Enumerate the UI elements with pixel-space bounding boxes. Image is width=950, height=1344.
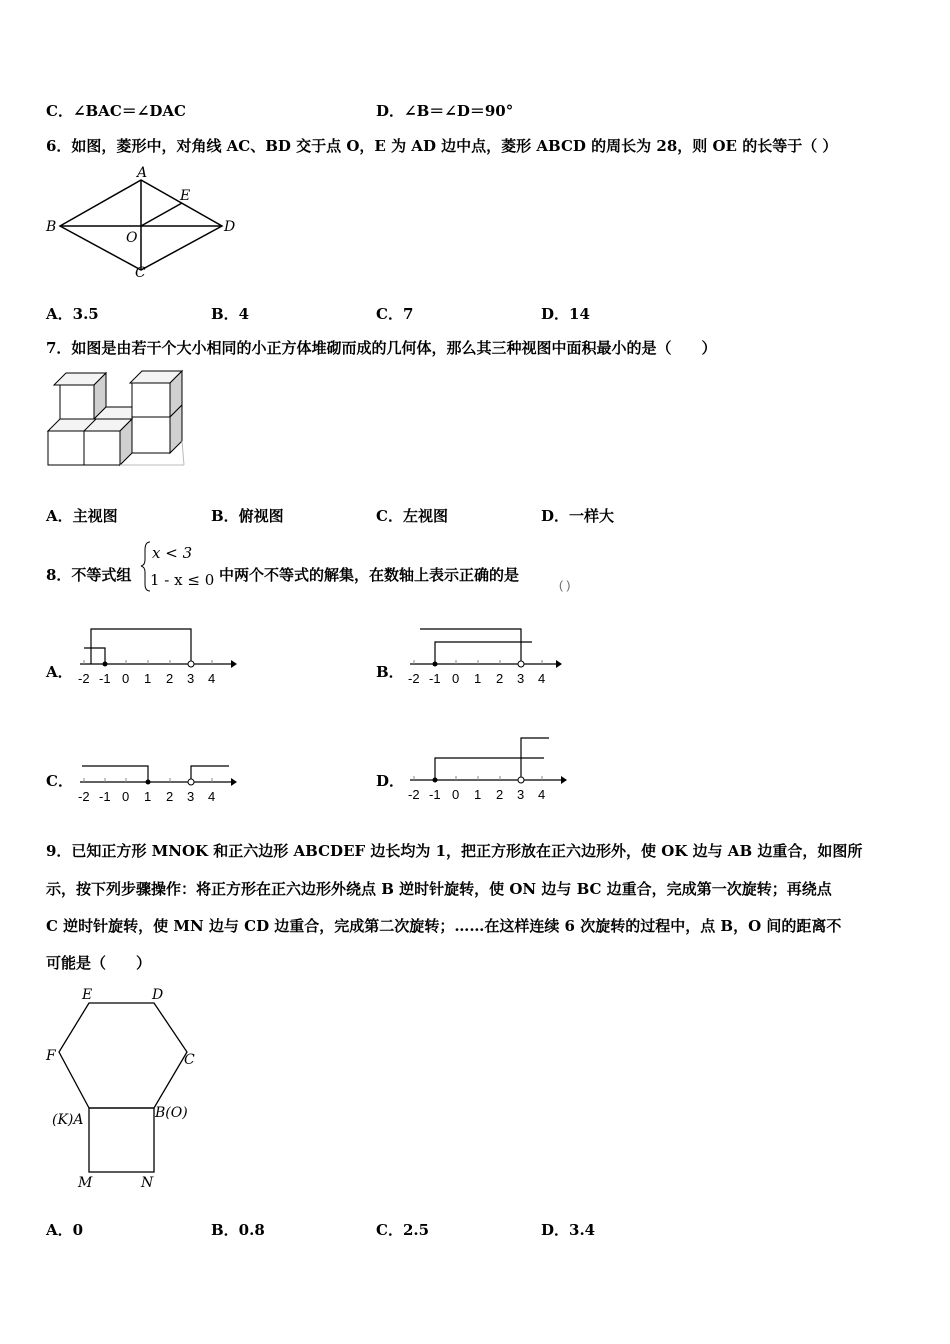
tick-label: 3 bbox=[187, 789, 195, 804]
square-mnok bbox=[89, 1108, 154, 1172]
inequality-2: 1 - x ≤ 0 bbox=[150, 571, 215, 589]
tick-label: 3 bbox=[517, 787, 525, 802]
hexagon-abcdef bbox=[59, 1003, 187, 1108]
tick-label: 2 bbox=[166, 671, 174, 686]
label-b-o: B(O) bbox=[155, 1105, 188, 1121]
q7-option-d: D．一样大 bbox=[541, 507, 615, 525]
q8-answer-paren: ( ) bbox=[559, 578, 571, 592]
q6-option-c: C．7 bbox=[376, 305, 414, 323]
inequality-1: x < 3 bbox=[152, 544, 193, 562]
tick-label: 2 bbox=[496, 671, 504, 686]
label-k-a: (K)A bbox=[52, 1112, 84, 1128]
q9-option-b: B．0.8 bbox=[211, 1221, 265, 1239]
q6-option-d: D．14 bbox=[541, 305, 590, 323]
rhombus-figure bbox=[40, 162, 240, 280]
tick-label: 1 bbox=[474, 787, 482, 802]
q7-option-a: A．主视图 bbox=[46, 507, 118, 525]
inequality-system bbox=[138, 538, 218, 594]
tick-label: 4 bbox=[208, 789, 216, 804]
tick-label: 0 bbox=[122, 671, 130, 686]
label-d: D bbox=[152, 987, 164, 1003]
tick-label: -2 bbox=[78, 789, 90, 804]
q6-option-b: B．4 bbox=[211, 305, 250, 323]
tick-label: 0 bbox=[452, 787, 460, 802]
tick-label: 4 bbox=[208, 671, 216, 686]
q9-stem-line-3: C 逆时针旋转，使 MN 边与 CD 边重合，完成第二次旋转；……在这样连续 6 次旋转的过程中，点 B，O 间的距离不 bbox=[46, 917, 842, 935]
label-b: B bbox=[46, 219, 57, 235]
label-c: C bbox=[184, 1052, 195, 1068]
cube-stack-figure bbox=[44, 365, 189, 470]
q9-option-d: D．3.4 bbox=[541, 1221, 596, 1239]
q8-suffix: 中两个不等式的解集，在数轴上表示正确的是 bbox=[219, 566, 520, 584]
tick-label: 3 bbox=[517, 671, 525, 686]
q8-option-c-label: C． bbox=[46, 772, 73, 790]
label-m: M bbox=[78, 1175, 93, 1191]
label-n: N bbox=[141, 1175, 154, 1191]
number-line-a bbox=[74, 622, 239, 690]
tick-label: -2 bbox=[78, 671, 90, 686]
segment-oe bbox=[141, 203, 182, 226]
tick-label: -2 bbox=[408, 787, 420, 802]
tick-label: 2 bbox=[496, 787, 504, 802]
number-line-c bbox=[74, 744, 239, 810]
tick-label: -1 bbox=[429, 787, 441, 802]
tick-label: 1 bbox=[474, 671, 482, 686]
q9-option-c: C．2.5 bbox=[376, 1221, 430, 1239]
tick-label: 1 bbox=[144, 789, 152, 804]
tick-label: 0 bbox=[122, 789, 130, 804]
label-e: E bbox=[180, 188, 191, 204]
tick-label: -1 bbox=[99, 671, 111, 686]
tick-label: -1 bbox=[99, 789, 111, 804]
tick-label: -2 bbox=[408, 671, 420, 686]
label-d: D bbox=[224, 219, 236, 235]
q9-option-a: A．0 bbox=[46, 1221, 84, 1239]
tick-label: 1 bbox=[144, 671, 152, 686]
number-line-d bbox=[404, 728, 574, 810]
q5-option-d: D．∠B＝∠D＝90° bbox=[376, 102, 514, 120]
q6-option-a: A．3.5 bbox=[46, 305, 99, 323]
q8-option-b-label: B． bbox=[376, 663, 404, 681]
q6-stem: 6．如图，菱形中，对角线 AC、BD 交于点 O，E 为 AD 边中点，菱形 ABCD 的周长为 28，则 OE 的长等于（ ） bbox=[46, 137, 838, 155]
tick-label: 2 bbox=[166, 789, 174, 804]
q7-stem: 7．如图是由若干个大小相同的小正方体堆砌而成的几何体，那么其三种视图中面积最小的是（ ） bbox=[46, 339, 717, 357]
q8-prefix: 8．不等式组 bbox=[46, 566, 132, 584]
tick-label: 4 bbox=[538, 787, 546, 802]
label-a: A bbox=[137, 165, 148, 181]
q5-option-c: C．∠BAC＝∠DAC bbox=[46, 102, 186, 120]
tick-label: 3 bbox=[187, 671, 195, 686]
q7-option-b: B．俯视图 bbox=[211, 507, 284, 525]
q8-option-a-label: A． bbox=[46, 663, 73, 681]
q7-option-c: C．左视图 bbox=[376, 507, 448, 525]
tick-label: 0 bbox=[452, 671, 460, 686]
hexagon-square-figure bbox=[42, 984, 207, 1194]
label-o: O bbox=[126, 230, 138, 246]
number-line-b bbox=[404, 622, 569, 690]
tick-label: 4 bbox=[538, 671, 546, 686]
label-f: F bbox=[46, 1048, 56, 1064]
label-e: E bbox=[82, 987, 93, 1003]
q8-option-d-label: D． bbox=[376, 772, 405, 790]
q9-stem-line-4: 可能是（ ） bbox=[46, 954, 152, 972]
q9-stem-line-1: 9．已知正方形 MNOK 和正六边形 ABCDEF 边长均为 1，把正方形放在正六边形外，使 OK 边与 AB 边重合，如图所 bbox=[46, 842, 863, 860]
q9-stem-line-2: 示，按下列步骤操作：将正方形在正六边形外绕点 B 逆时针旋转，使 ON 边与 BC 边重合，完成第一次旋转；再绕点 bbox=[46, 880, 832, 898]
tick-label: -1 bbox=[429, 671, 441, 686]
label-c: C bbox=[135, 265, 146, 280]
